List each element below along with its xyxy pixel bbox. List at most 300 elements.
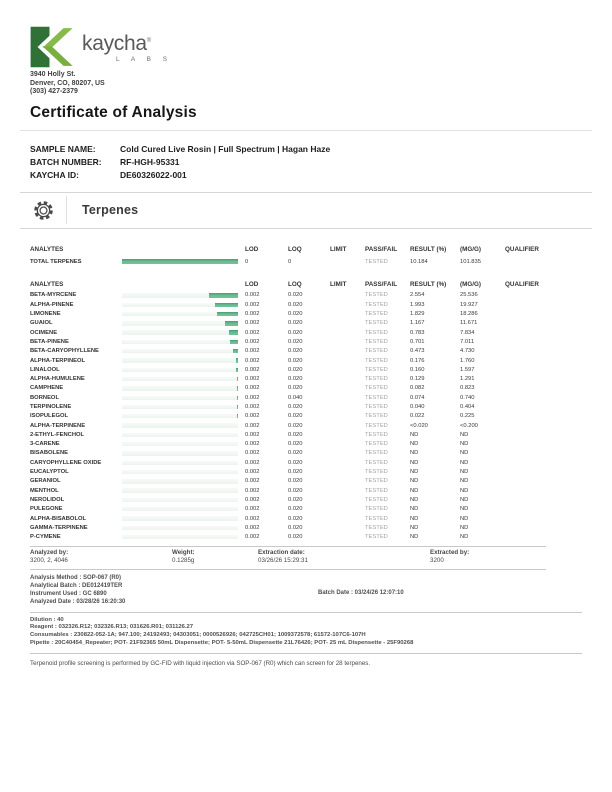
table-row	[30, 486, 582, 495]
table-row	[30, 449, 582, 458]
lod-value: 0.002	[245, 366, 260, 373]
bar-cell	[122, 312, 245, 316]
mgg-value: 0.225	[460, 413, 475, 420]
pipette-line: Pipette : 20C40454_Repeater; POT- 21F92365 50mL Dispensette; POT- 5-50mL Dispensette 21L76426; POT- 25 mL Dispensette - 25F90268	[30, 640, 414, 646]
passfail-value: TESTED	[365, 524, 388, 531]
result-value: ND	[410, 515, 419, 522]
loq-value: 0.020	[288, 403, 303, 410]
analysis-method-line: Analysis Method : SOP-067 (R0)	[30, 574, 122, 581]
table-row	[30, 374, 582, 383]
analyte-name: ALPHA-BISABOLOL	[30, 515, 87, 522]
bar-track	[122, 507, 238, 511]
col-result: RESULT (%)	[410, 245, 447, 253]
mgg-value: 11.671	[460, 320, 478, 327]
banner-divider	[66, 196, 67, 224]
result-value: 0.783	[410, 329, 425, 336]
mgg-value: 7.834	[460, 329, 475, 336]
bar-cell	[122, 507, 245, 511]
loq-value: 0.020	[288, 487, 303, 494]
result-value: ND	[410, 496, 419, 503]
loq-value: 0.020	[288, 431, 303, 438]
total-loq: 0	[288, 258, 292, 265]
bar-cell	[122, 498, 245, 502]
loq-value: 0.020	[288, 366, 303, 373]
analyte-name: GAMMA-TERPINENE	[30, 524, 88, 531]
kaycha-id-value: DE60326022-001	[120, 169, 187, 180]
table-row	[30, 421, 582, 430]
bar-fill	[237, 386, 238, 390]
sample-name-value: Cold Cured Live Rosin | Full Spectrum | Hagan Haze	[120, 143, 331, 154]
table-row	[30, 291, 582, 300]
bar-track	[122, 461, 238, 465]
loq-value: 0.020	[288, 357, 303, 364]
bar-cell	[122, 330, 245, 334]
result-value: ND	[410, 534, 419, 541]
total-bar-track	[122, 259, 238, 264]
total-passfail: TESTED	[365, 258, 388, 265]
lod-value: 0.002	[245, 441, 260, 448]
bar-track	[122, 423, 238, 427]
bar-track	[122, 451, 238, 455]
lod-value: 0.002	[245, 459, 260, 466]
registered-mark-icon: ®	[146, 38, 151, 44]
mgg-value: 1.760	[460, 357, 475, 364]
result-value: 0.074	[410, 394, 425, 401]
result-value: ND	[410, 478, 419, 485]
analyte-name: GUAIOL	[30, 320, 53, 327]
analyte-name: BORNEOL	[30, 394, 59, 401]
lod-value: 0.002	[245, 515, 260, 522]
bar-cell	[122, 386, 245, 390]
bar-fill	[225, 321, 238, 325]
table-row	[30, 477, 582, 486]
weight-value: 0.1285g	[172, 557, 195, 565]
loq-value: 0.020	[288, 441, 303, 448]
mgg-value: 0.823	[460, 385, 475, 392]
bar-track	[122, 312, 238, 316]
lod-value: 0.002	[245, 413, 260, 420]
bar-fill	[233, 349, 238, 353]
reagent-line: Reagent : 032326.R12; 032326.R13; 031626.R01; 031126.27	[30, 624, 194, 631]
result-value: <0.020	[410, 422, 428, 429]
lod-value: 0.002	[245, 357, 260, 364]
bar-cell	[122, 368, 245, 372]
bar-cell	[122, 303, 245, 307]
table-row	[30, 505, 582, 514]
lod-value: 0.002	[245, 292, 260, 299]
lod-value: 0.002	[245, 338, 260, 345]
bar-cell	[122, 414, 245, 418]
analyte-name: 2-ETHYL-FENCHOL	[30, 431, 85, 438]
result-value: 0.176	[410, 357, 425, 364]
passfail-value: TESTED	[365, 478, 388, 485]
loq-value: 0.020	[288, 524, 303, 531]
mgg-value: 1.291	[460, 376, 475, 383]
total-mgg: 101.835	[460, 258, 481, 265]
passfail-value: TESTED	[365, 487, 388, 494]
lod-value: 0.002	[245, 487, 260, 494]
mgg-value: ND	[460, 450, 469, 457]
bar-track	[122, 321, 238, 325]
bar-track	[122, 293, 238, 297]
bar-track	[122, 433, 238, 437]
table-row	[30, 309, 582, 318]
table-row	[30, 402, 582, 411]
table-row	[30, 514, 582, 523]
bar-track	[122, 386, 238, 390]
passfail-value: TESTED	[365, 301, 388, 308]
passfail-value: TESTED	[365, 450, 388, 457]
col-limit: LIMIT	[330, 280, 347, 288]
col-lod: LOD	[245, 280, 259, 288]
footer-summary	[30, 549, 582, 566]
mgg-value: 1.597	[460, 366, 475, 373]
bar-cell	[122, 340, 245, 344]
result-value: 2.554	[410, 292, 425, 299]
analyte-name: OCIMENE	[30, 329, 58, 336]
extracted-by-label: Extracted by:	[430, 548, 470, 556]
analyte-name: ALPHA-HUMULENE	[30, 376, 85, 383]
lod-value: 0.002	[245, 385, 260, 392]
passfail-value: TESTED	[365, 366, 388, 373]
bar-fill	[217, 312, 238, 316]
analyzed-by-label: Analyzed by:	[30, 548, 69, 556]
bar-cell	[122, 479, 245, 483]
bar-fill	[209, 293, 238, 297]
result-value: 0.022	[410, 413, 425, 420]
passfail-value: TESTED	[365, 357, 388, 364]
mgg-value: 25.536	[460, 292, 478, 299]
table-row	[30, 328, 582, 337]
kaycha-id-label: KAYCHA ID:	[30, 169, 79, 180]
mgg-value: ND	[460, 478, 469, 485]
result-value: 1.829	[410, 311, 425, 318]
col-analytes: ANALYTES	[30, 245, 64, 253]
passfail-value: TESTED	[365, 431, 388, 438]
bar-track	[122, 368, 238, 372]
logo-text	[82, 30, 172, 63]
bar-fill	[229, 330, 238, 334]
table-row	[30, 467, 582, 476]
table-row	[30, 365, 582, 374]
col-analytes: ANALYTES	[30, 280, 64, 288]
bar-track	[122, 330, 238, 334]
mgg-value: 18.286	[460, 311, 478, 318]
loq-value: 0.020	[288, 301, 303, 308]
mgg-value: ND	[460, 469, 469, 476]
col-qualifier: QUALIFIER	[505, 280, 539, 288]
bar-fill	[237, 405, 238, 409]
passfail-value: TESTED	[365, 496, 388, 503]
analyzed-by-value: 3200, 2, 4046	[30, 557, 68, 565]
dilution-line: Dilution : 40	[30, 616, 64, 623]
mgg-value: ND	[460, 506, 469, 513]
terpenes-section-title: Terpenes	[82, 203, 139, 218]
lod-value: 0.002	[245, 301, 260, 308]
lod-value: 0.002	[245, 320, 260, 327]
total-result: 10.184	[410, 258, 428, 265]
analysis-details	[30, 570, 582, 612]
mgg-value: ND	[460, 441, 469, 448]
bar-track	[122, 470, 238, 474]
table-row	[30, 347, 582, 356]
consumables-line: Consumables : 230822-052-1A; 947.100; 24192493; 04303051; 0000526926; 042725CH01; 1009372578; 61572-107C6-107H	[30, 632, 366, 639]
bar-track	[122, 488, 238, 492]
lod-value: 0.002	[245, 478, 260, 485]
bar-fill	[236, 358, 238, 362]
prep-details	[30, 613, 582, 653]
total-bar-fill	[122, 259, 238, 264]
address-line-2: Denver, CO, 80207, US	[30, 79, 105, 87]
lod-value: 0.002	[245, 496, 260, 503]
method-footnote: Terpenoid profile screening is performed by GC-FID with liquid injection via SOP-067 (R0) which can screen for 28 terpenes.	[30, 659, 371, 667]
passfail-value: TESTED	[365, 515, 388, 522]
bar-track	[122, 526, 238, 530]
bar-cell	[122, 293, 245, 297]
bar-fill	[236, 368, 238, 372]
extraction-date-value: 03/26/26 15:29:31	[258, 557, 308, 565]
table-row	[30, 430, 582, 439]
passfail-value: TESTED	[365, 320, 388, 327]
loq-value: 0.020	[288, 515, 303, 522]
result-value: ND	[410, 506, 419, 513]
bar-cell	[122, 526, 245, 530]
loq-value: 0.020	[288, 329, 303, 336]
bar-track	[122, 405, 238, 409]
analyte-name: CARYOPHYLLENE OXIDE	[30, 459, 102, 466]
batch-date: Batch Date : 03/24/26 12:07:10	[318, 589, 404, 596]
analyte-name: BISABOLENE	[30, 450, 69, 457]
bar-cell	[122, 442, 245, 446]
batch-number-label: BATCH NUMBER:	[30, 156, 102, 167]
passfail-value: TESTED	[365, 376, 388, 383]
analyte-name: CAMPHENE	[30, 385, 64, 392]
passfail-value: TESTED	[365, 441, 388, 448]
lod-value: 0.002	[245, 376, 260, 383]
result-value: ND	[410, 450, 419, 457]
col-passfail: PASS/FAIL	[365, 245, 398, 253]
lod-value: 0.002	[245, 403, 260, 410]
passfail-value: TESTED	[365, 394, 388, 401]
mgg-value: 7.011	[460, 338, 475, 345]
kaycha-logo-icon	[30, 26, 76, 68]
passfail-value: TESTED	[365, 292, 388, 299]
bar-cell	[122, 377, 245, 381]
lab-address	[30, 71, 582, 97]
bar-cell	[122, 423, 245, 427]
table-row	[30, 319, 582, 328]
loq-value: 0.020	[288, 311, 303, 318]
bar-track	[122, 340, 238, 344]
analytes-table-header	[30, 278, 582, 291]
kaycha-logo	[30, 26, 582, 68]
result-value: 0.160	[410, 366, 425, 373]
loq-value: 0.020	[288, 320, 303, 327]
bar-track	[122, 479, 238, 483]
analyte-name: LINALOOL	[30, 366, 60, 373]
loq-value: 0.020	[288, 450, 303, 457]
table-row	[30, 523, 582, 532]
bar-track	[122, 358, 238, 362]
result-value: ND	[410, 524, 419, 531]
analyte-name: BETA-CARYOPHYLLENE	[30, 348, 99, 355]
brand-sub: L A B S	[116, 56, 173, 63]
lod-value: 0.002	[245, 506, 260, 513]
bar-fill	[237, 396, 238, 400]
bar-cell	[122, 405, 245, 409]
footer-divider-4	[30, 653, 582, 654]
result-value: ND	[410, 431, 419, 438]
loq-value: 0.040	[288, 394, 303, 401]
col-passfail: PASS/FAIL	[365, 280, 398, 288]
loq-value: 0.020	[288, 348, 303, 355]
sample-name-label: SAMPLE NAME:	[30, 143, 96, 154]
analyte-name: MENTHOL	[30, 487, 59, 494]
bar-track	[122, 377, 238, 381]
bar-cell	[122, 433, 245, 437]
result-value: 0.040	[410, 403, 425, 410]
analytes-table	[30, 278, 582, 542]
analyte-name: PULEGONE	[30, 506, 63, 513]
header	[30, 0, 582, 122]
mgg-value: ND	[460, 515, 469, 522]
mgg-value: 19.927	[460, 301, 478, 308]
mgg-value: ND	[460, 496, 469, 503]
loq-value: 0.020	[288, 292, 303, 299]
bar-track	[122, 535, 238, 539]
col-mgg: (MG/G)	[460, 245, 481, 253]
table-row	[30, 300, 582, 309]
analyzed-date-line: Analyzed Date : 03/28/26 16:20:30	[30, 599, 126, 606]
bar-track	[122, 396, 238, 400]
loq-value: 0.020	[288, 385, 303, 392]
bar-cell	[122, 488, 245, 492]
batch-number-row	[30, 156, 582, 169]
analyte-name: P-CYMENE	[30, 534, 61, 541]
table-row	[30, 393, 582, 402]
bar-track	[122, 303, 238, 307]
bar-track	[122, 349, 238, 353]
loq-value: 0.020	[288, 413, 303, 420]
analytes-rows	[30, 291, 582, 542]
analyte-name: ALPHA-TERPINENE	[30, 422, 86, 429]
analyte-name: GERANIOL	[30, 478, 61, 485]
lod-value: 0.002	[245, 329, 260, 336]
total-lod: 0	[245, 258, 249, 265]
passfail-value: TESTED	[365, 413, 388, 420]
table-row	[30, 495, 582, 504]
passfail-value: TESTED	[365, 329, 388, 336]
loq-value: 0.020	[288, 376, 303, 383]
result-value: ND	[410, 441, 419, 448]
col-lod: LOD	[245, 245, 259, 253]
mgg-value: 0.740	[460, 394, 475, 401]
result-value: ND	[410, 487, 419, 494]
bar-fill	[230, 340, 238, 344]
table-row	[30, 337, 582, 346]
sample-info	[30, 143, 582, 182]
analyte-name: LIMONENE	[30, 311, 61, 318]
loq-value: 0.020	[288, 534, 303, 541]
mgg-value: 4.730	[460, 348, 475, 355]
passfail-value: TESTED	[365, 469, 388, 476]
table-row	[30, 533, 582, 542]
table-row	[30, 356, 582, 365]
lod-value: 0.002	[245, 348, 260, 355]
col-limit: LIMIT	[330, 245, 347, 253]
kaycha-id-row	[30, 169, 582, 182]
lod-value: 0.002	[245, 534, 260, 541]
bar-fill	[215, 303, 238, 307]
analyte-name: ISOPULEGOL	[30, 413, 69, 420]
weight-label: Weight:	[172, 548, 195, 556]
col-loq: LOQ	[288, 245, 302, 253]
bar-track	[122, 498, 238, 502]
col-mgg: (MG/G)	[460, 280, 481, 288]
summary-table-header	[30, 243, 582, 256]
bar-cell	[122, 451, 245, 455]
brand-name	[82, 30, 172, 55]
sample-name-row	[30, 143, 582, 156]
loq-value: 0.020	[288, 478, 303, 485]
gear-icon	[32, 199, 55, 222]
extracted-by-value: 3200	[430, 557, 444, 565]
terpenes-section-header	[20, 192, 592, 229]
lod-value: 0.002	[245, 311, 260, 318]
total-terpenes-row	[30, 256, 582, 268]
analyte-name: ALPHA-PINENE	[30, 301, 74, 308]
total-name: TOTAL TERPENES	[30, 258, 82, 265]
bar-cell	[122, 358, 245, 362]
analytical-batch-line: Analytical Batch : DE012419TER	[30, 583, 123, 589]
analyte-name: EUCALYPTOL	[30, 469, 69, 476]
analyte-name: ALPHA-TERPINEOL	[30, 357, 86, 364]
bar-cell	[122, 461, 245, 465]
mgg-value: ND	[460, 487, 469, 494]
mgg-value: ND	[460, 524, 469, 531]
passfail-value: TESTED	[365, 385, 388, 392]
passfail-value: TESTED	[365, 534, 388, 541]
col-qualifier: QUALIFIER	[505, 245, 539, 253]
analyte-name: BETA-PINENE	[30, 338, 69, 345]
analyte-name: TERPINOLENE	[30, 403, 72, 410]
loq-value: 0.020	[288, 422, 303, 429]
address-line-1: 3940 Holly St.	[30, 71, 76, 78]
total-bar-cell	[122, 259, 245, 264]
col-loq: LOQ	[288, 280, 302, 288]
result-value: 1.167	[410, 320, 425, 327]
analyte-name: 3-CARENE	[30, 441, 60, 448]
instrument-used-line: Instrument Used : GC 6890	[30, 591, 107, 598]
result-value: 0.701	[410, 338, 425, 345]
passfail-value: TESTED	[365, 459, 388, 466]
passfail-value: TESTED	[365, 506, 388, 513]
lod-value: 0.002	[245, 394, 260, 401]
passfail-value: TESTED	[365, 348, 388, 355]
bar-cell	[122, 470, 245, 474]
mgg-value: <0.200	[460, 422, 478, 429]
lod-value: 0.002	[245, 469, 260, 476]
passfail-value: TESTED	[365, 311, 388, 318]
loq-value: 0.020	[288, 496, 303, 503]
header-divider	[20, 130, 592, 131]
loq-value: 0.020	[288, 506, 303, 513]
table-row	[30, 412, 582, 421]
batch-number-value: RF-HGH-95331	[120, 156, 180, 167]
mgg-value: 0.404	[460, 403, 475, 410]
result-value: 0.082	[410, 385, 425, 392]
extraction-date-label: Extraction date:	[258, 548, 305, 556]
